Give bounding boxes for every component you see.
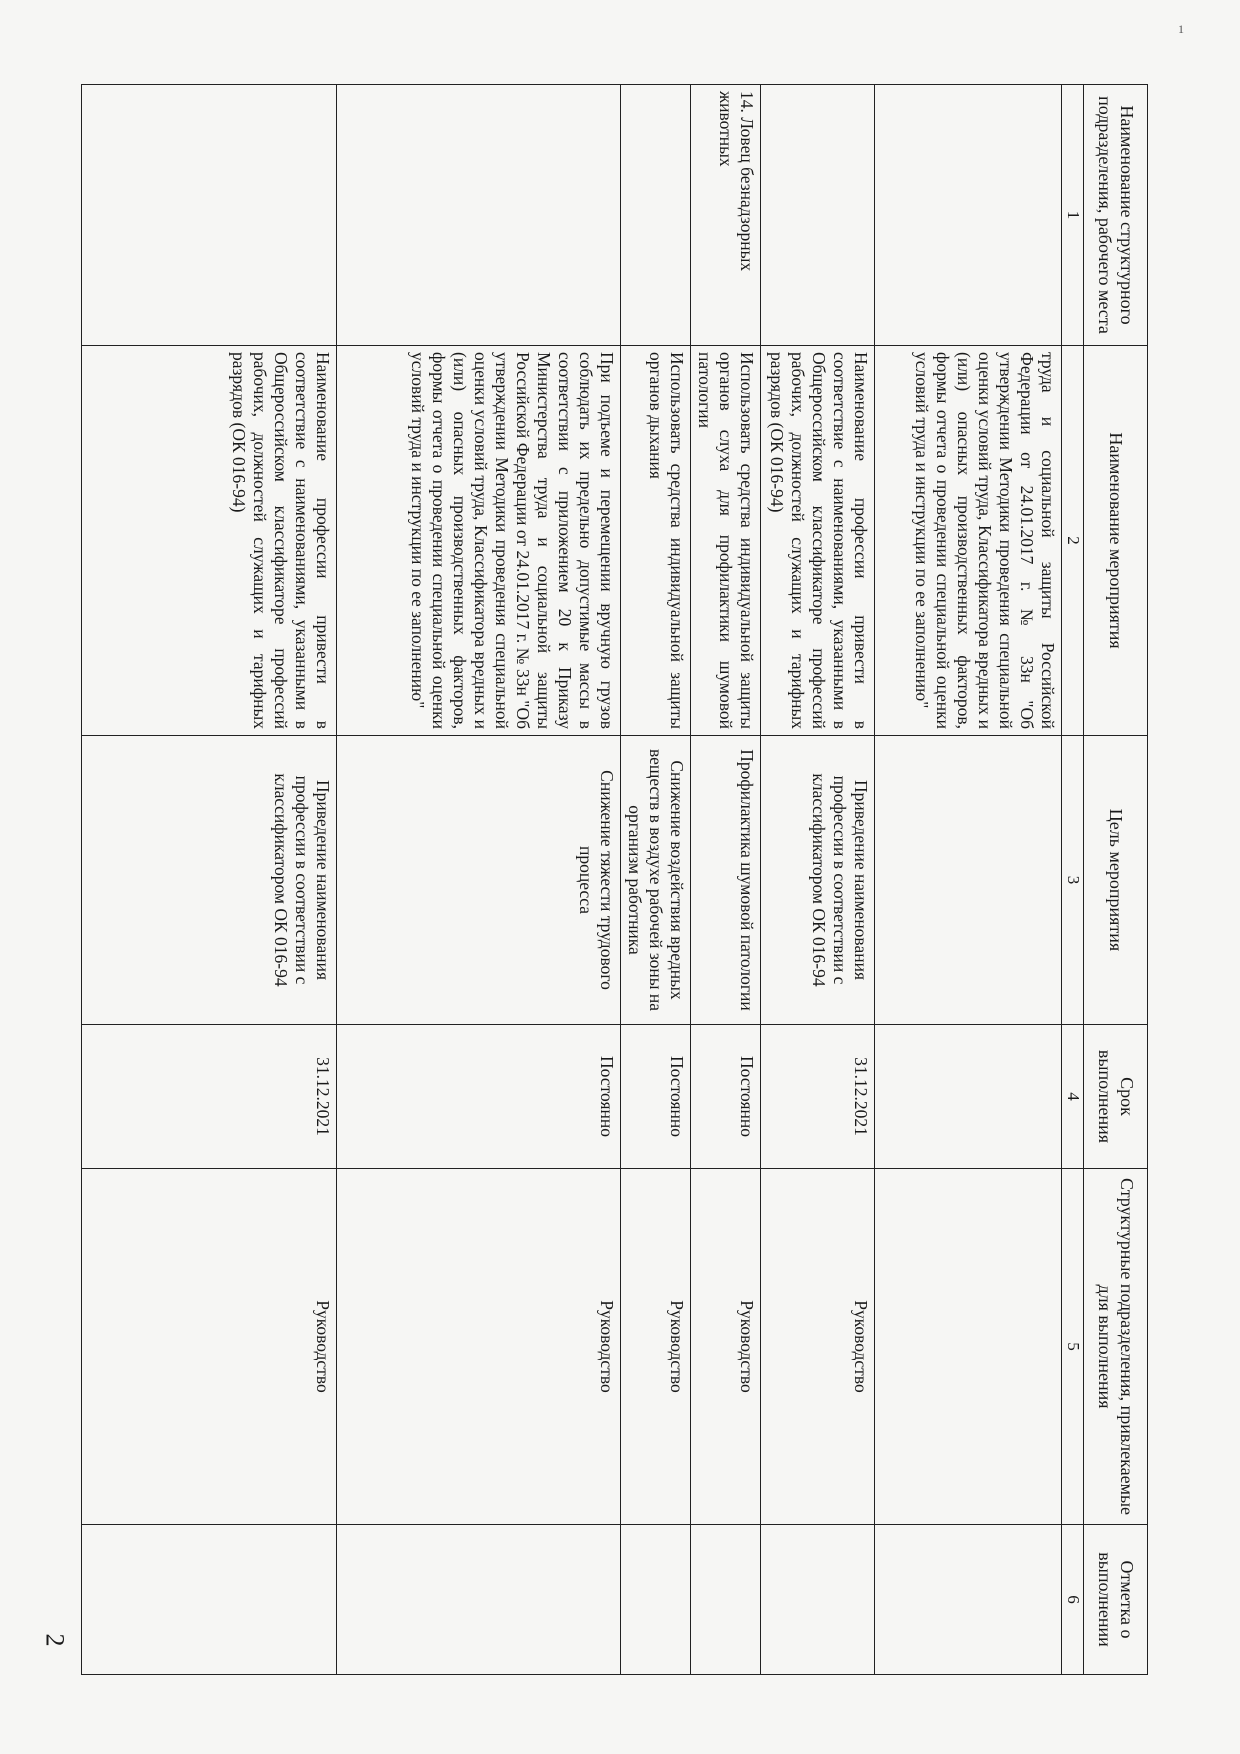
deadline-cell: Постоянно bbox=[621, 1025, 691, 1169]
deadline-cell: 31.12.2021 bbox=[82, 1025, 337, 1169]
goal-cell: Приведение наименования профессии в соответствии с классификатором ОК 016-94 bbox=[761, 736, 875, 1025]
goal-cell: Снижение воздействия вредных веществ в воздухе рабочей зоны на организм работника bbox=[621, 736, 691, 1025]
header-deadline: Срок выполнения bbox=[1084, 1025, 1148, 1169]
measure-cell: Использовать средства индивидуальной защиты органов дыхания bbox=[621, 346, 691, 736]
unit-cell bbox=[761, 85, 875, 346]
table-row bbox=[82, 85, 337, 1675]
measure-cell: труда и социальной защиты Российской Федерации от 24.01.2017 г. № 33н "Об утверждении Методики проведения специальной оценки условий труда, Классификатора вредных и (или) опасных производственных факторов, формы отчета о проведении специальной оценки условий труда и инструкции по ее заполнению" bbox=[875, 346, 1062, 736]
mark-cell bbox=[691, 1525, 761, 1675]
measure-cell: Использовать средства индивидуальной защиты органов слуха для профилактики шумовой патологии bbox=[691, 346, 761, 736]
unit-cell bbox=[621, 85, 691, 346]
header-unit: Наименование структурного подразделения, рабочего места bbox=[1084, 85, 1148, 346]
goal-cell: Приведение наименования профессии в соответствии с классификатором ОК 016-94 bbox=[82, 736, 337, 1025]
unit-cell bbox=[337, 85, 621, 346]
header-row bbox=[1084, 85, 1148, 1675]
goal-cell: Снижение тяжести трудового процесса bbox=[337, 736, 621, 1025]
column-number: 6 bbox=[1062, 1525, 1084, 1675]
deadline-cell: Постоянно bbox=[337, 1025, 621, 1169]
rotated-table-container bbox=[88, 84, 1148, 1674]
deadline-cell: Постоянно bbox=[691, 1025, 761, 1169]
header-responsible: Структурные подразделения, привлекаемые для выполнения bbox=[1084, 1169, 1148, 1525]
column-number: 1 bbox=[1062, 85, 1084, 346]
goal-cell: Профилактика шумовой патологии bbox=[691, 736, 761, 1025]
table-row bbox=[875, 85, 1062, 1675]
table-row bbox=[621, 85, 691, 1675]
goal-cell bbox=[875, 736, 1062, 1025]
responsible-cell bbox=[875, 1169, 1062, 1525]
page-number: 2 bbox=[40, 1633, 70, 1647]
measures-table bbox=[81, 84, 1148, 1675]
corner-mark: 1 bbox=[1178, 22, 1184, 36]
responsible-cell: Руководство bbox=[691, 1169, 761, 1525]
unit-cell bbox=[82, 85, 337, 346]
responsible-cell: Руководство bbox=[761, 1169, 875, 1525]
mark-cell bbox=[82, 1525, 337, 1675]
deadline-cell: 31.12.2021 bbox=[761, 1025, 875, 1169]
table-row bbox=[691, 85, 761, 1675]
table-row bbox=[337, 85, 621, 1675]
column-number: 2 bbox=[1062, 346, 1084, 736]
header-mark: Отметка о выполнении bbox=[1084, 1525, 1148, 1675]
mark-cell bbox=[761, 1525, 875, 1675]
mark-cell bbox=[875, 1525, 1062, 1675]
column-number: 4 bbox=[1062, 1025, 1084, 1169]
mark-cell bbox=[337, 1525, 621, 1675]
deadline-cell bbox=[875, 1025, 1062, 1169]
table-row bbox=[761, 85, 875, 1675]
column-number: 3 bbox=[1062, 736, 1084, 1025]
measure-cell: Наименование профессии привести в соответствие с наименованиями, указанными в Общероссийском классификаторе профессий рабочих, должностей служащих и тарифных разрядов (ОК 016-94) bbox=[82, 346, 337, 736]
responsible-cell: Руководство bbox=[621, 1169, 691, 1525]
measure-cell: Наименование профессии привести в соответствие с наименованиями, указанными в Общероссийском классификаторе профессий рабочих, должностей служащих и тарифных разрядов (ОК 016-94) bbox=[761, 346, 875, 736]
header-measure: Наименование мероприятия bbox=[1084, 346, 1148, 736]
mark-cell bbox=[621, 1525, 691, 1675]
responsible-cell: Руководство bbox=[82, 1169, 337, 1525]
unit-cell: 14. Ловец безнадзорных животных bbox=[691, 85, 761, 346]
column-number: 5 bbox=[1062, 1169, 1084, 1525]
column-number-row bbox=[1062, 85, 1084, 1675]
unit-cell bbox=[875, 85, 1062, 346]
responsible-cell: Руководство bbox=[337, 1169, 621, 1525]
measure-cell: При подъеме и перемещении вручную грузов соблюдать их предельно допустимые массы в соответствии с приложением 20 к Приказу Министерства труда и социальной защиты Российской Федерации от 24.01.2017 г. № 33н "Об утверждении Методики проведения специальной оценки условий труда, Классификатора вредных и (или) опасных производственных факторов, формы отчета о проведении специальной оценки условий труда и инструкции по ее заполнению" bbox=[337, 346, 621, 736]
header-goal: Цель мероприятия bbox=[1084, 736, 1148, 1025]
